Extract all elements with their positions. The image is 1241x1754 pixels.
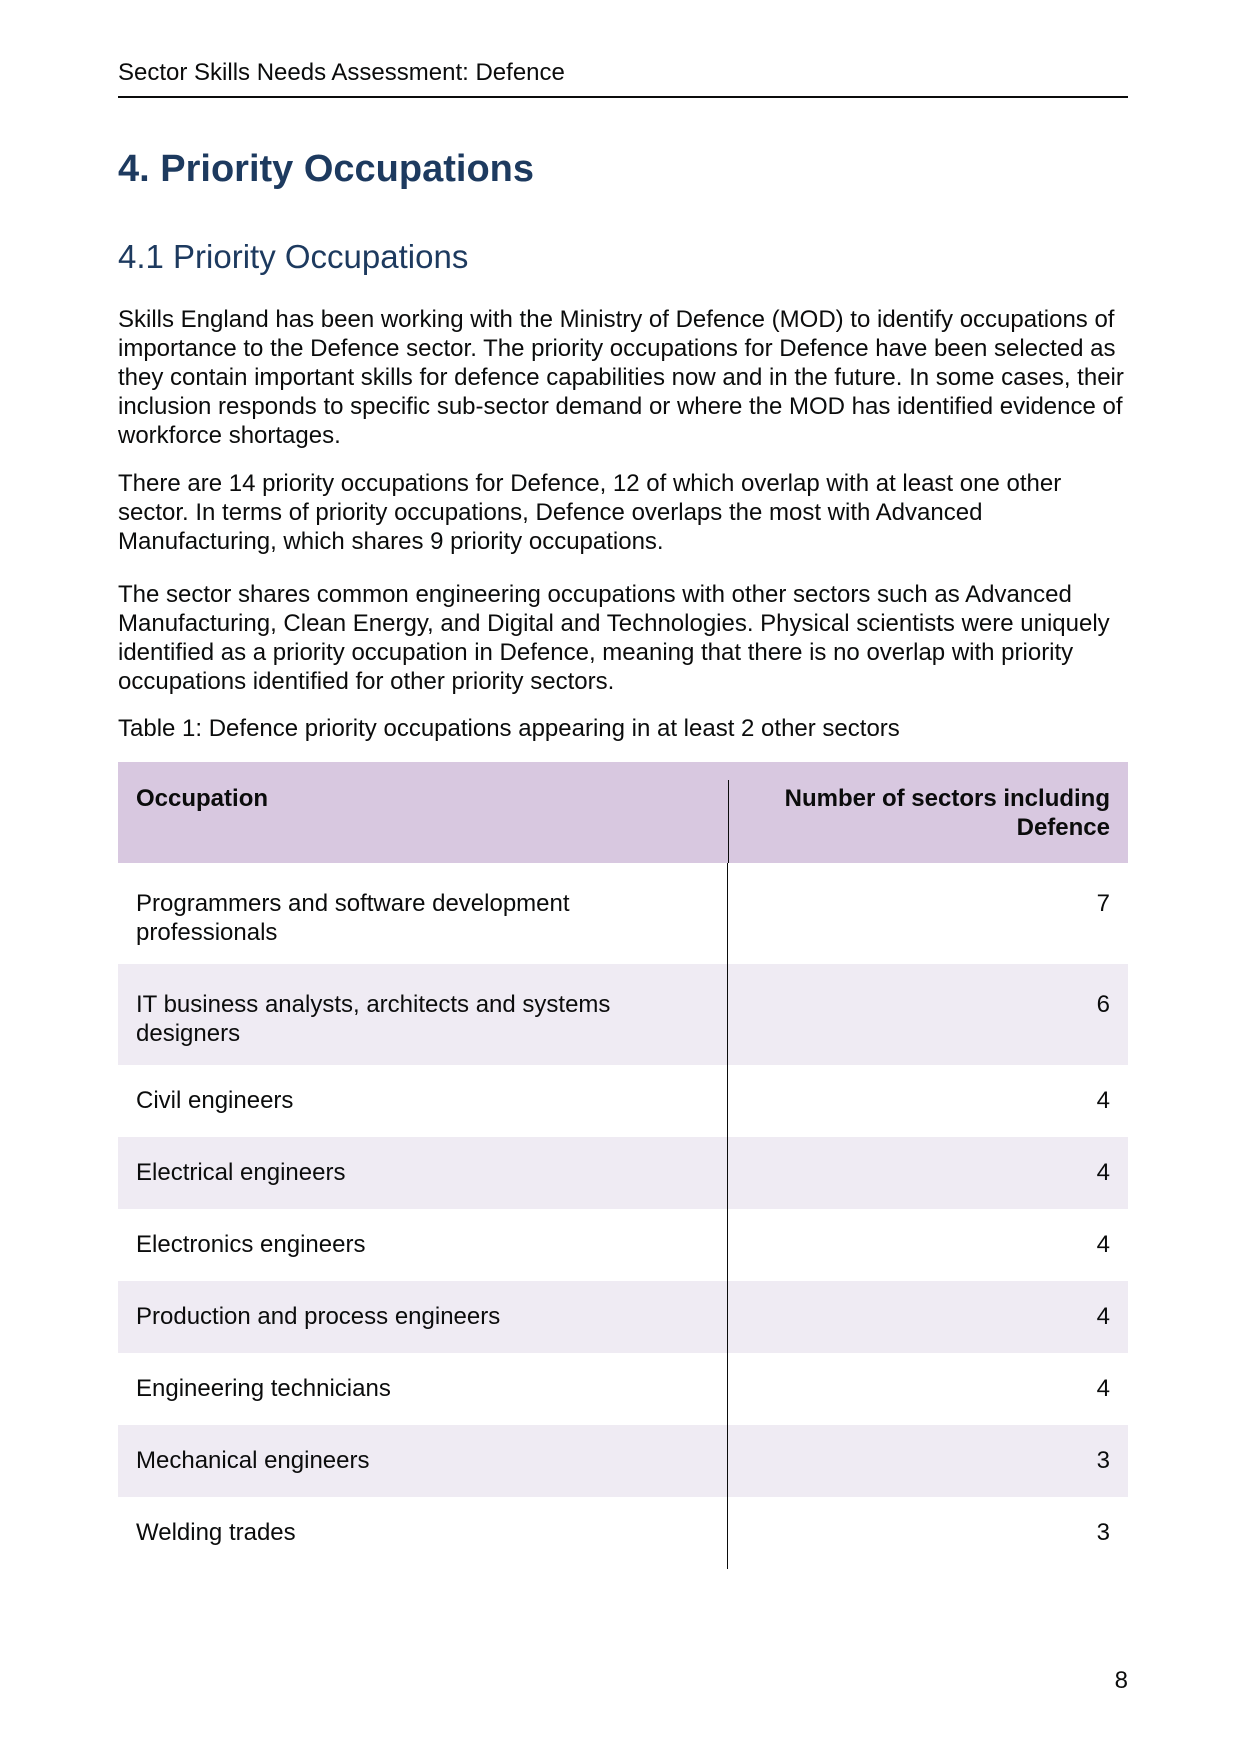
table-row xyxy=(118,1281,1128,1353)
table-row xyxy=(118,1209,1128,1281)
occupation-cell: IT business analysts, architects and systems designers xyxy=(118,964,728,1065)
paragraph-1: Skills England has been working with the Ministry of Defence (MOD) to identify occupations of importance to the Defence sector. The priority occupations for Defence have been selected as they contain important skills for defence capabilities now and in the future. In some cases, their inclusion responds to specific sub-sector demand or where the MOD has identified evidence of workforce shortages. xyxy=(118,306,1124,449)
occupation-cell: Mechanical engineers xyxy=(118,1425,728,1497)
paragraph-3: The sector shares common engineering occupations with other sectors such as Advanced Manufacturing, Clean Energy, and Digital and Technologies. Physical scientists were uniquely identified as a priority occupation in Defence, meaning that there is no overlap with priority occupations identified for other priority sectors. xyxy=(118,581,1110,695)
priority-occupations-table xyxy=(118,762,1128,1569)
sector-count-cell: 3 xyxy=(1096,1447,1110,1474)
sector-count-cell: 4 xyxy=(1096,1159,1110,1186)
sector-count-cell: 4 xyxy=(1096,1231,1110,1258)
occupation-cell: Electronics engineers xyxy=(118,1209,728,1281)
sector-count-cell: 3 xyxy=(1096,1519,1110,1546)
running-header xyxy=(118,58,1128,98)
column-header-sector-count: Number of sectors including Defence xyxy=(784,785,1110,841)
table-row xyxy=(118,1137,1128,1209)
column-header-occupation: Occupation xyxy=(136,785,269,812)
sector-count-cell: 4 xyxy=(1096,1303,1110,1330)
table-row xyxy=(118,1065,1128,1137)
document-page xyxy=(118,0,1128,1754)
occupation-cell: Civil engineers xyxy=(118,1065,728,1137)
occupation-cell: Engineering technicians xyxy=(118,1353,728,1425)
occupation-cell: Programmers and software development professionals xyxy=(118,863,728,964)
occupation-cell: Electrical engineers xyxy=(118,1137,728,1209)
table-row xyxy=(118,1497,1128,1569)
table-row xyxy=(118,1425,1128,1497)
sector-count-cell: 4 xyxy=(1096,1087,1110,1114)
sector-count-cell: 7 xyxy=(1096,890,1110,917)
occupation-cell: Production and process engineers xyxy=(118,1281,728,1353)
occupation-cell: Welding trades xyxy=(118,1497,728,1569)
sector-count-cell: 4 xyxy=(1096,1375,1110,1402)
subsection-title: 4.1 Priority Occupations xyxy=(118,238,469,275)
column-divider xyxy=(728,780,729,863)
paragraph-2: There are 14 priority occupations for Defence, 12 of which overlap with at least one other sector. In terms of priority occupations, Defence overlaps the most with Advanced Manufacturing, which shares 9 priority occupations. xyxy=(118,470,1062,555)
sector-count-cell: 6 xyxy=(1096,991,1110,1018)
page-number: 8 xyxy=(1114,1667,1128,1694)
table-header-row xyxy=(118,762,1128,863)
section-title: 4. Priority Occupations xyxy=(118,148,534,190)
table-row xyxy=(118,964,1128,1065)
table-row xyxy=(118,863,1128,964)
running-header-title: Sector Skills Needs Assessment: Defence xyxy=(118,59,565,86)
table-row xyxy=(118,1353,1128,1425)
table-caption: Table 1: Defence priority occupations appearing in at least 2 other sectors xyxy=(118,715,900,742)
